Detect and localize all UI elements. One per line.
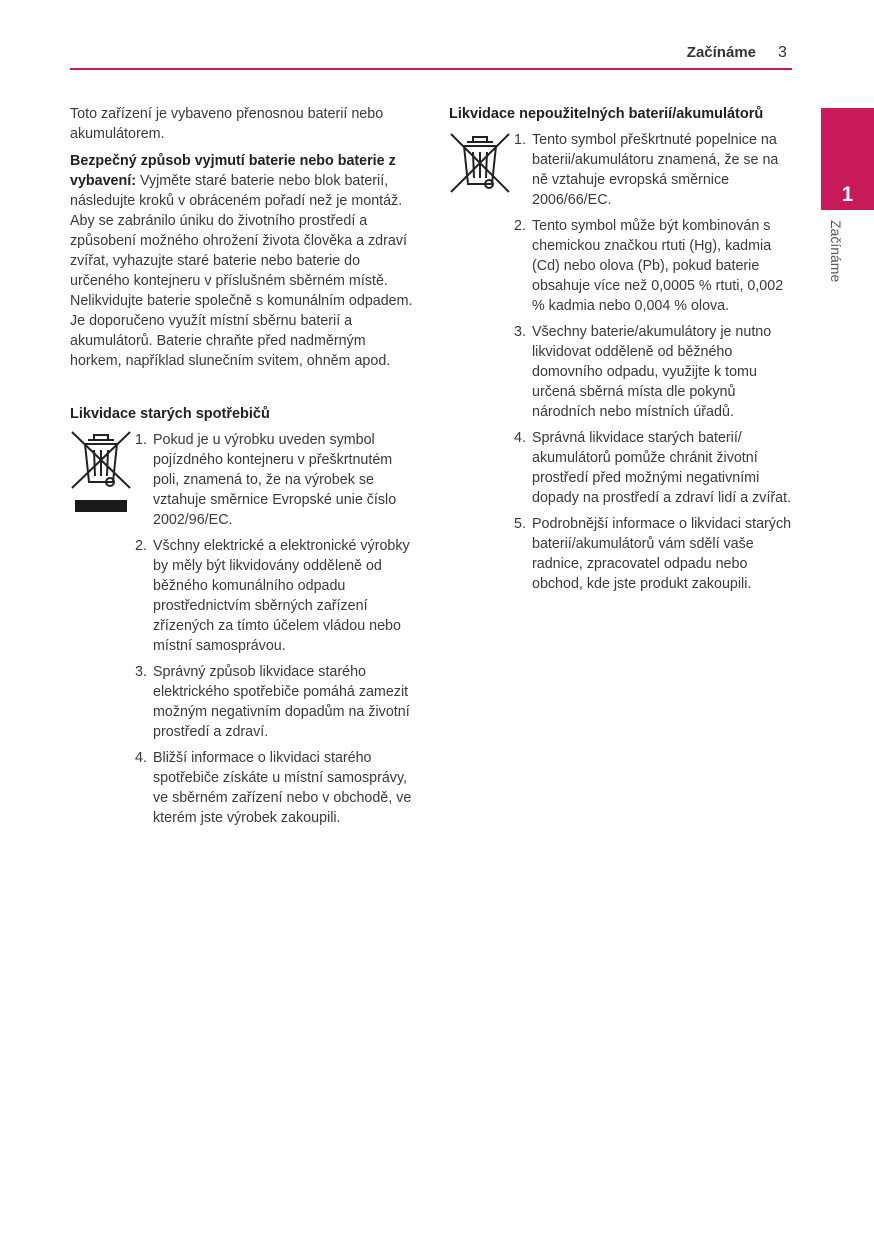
list-item: 3. Správný způsob likvidace starého elektrického spotřebiče pomáhá zamezit možným negativním dopadům na životní prostředí a zdraví. xyxy=(135,664,410,740)
appliances-heading: Likvidace starých spotřebičů xyxy=(70,406,270,422)
page-header-title: Začínáme xyxy=(686,44,756,61)
crossed-bin-icon xyxy=(70,430,132,514)
removal-bold: Bezpečný způsob vyjmutí baterie nebo baterie z vybavení: xyxy=(70,153,396,189)
appliances-section xyxy=(70,404,420,834)
list-item: 4. Správná likvidace starých baterií/ akumulátorů pomůže chránit životní prostředí před možnými negativními dopady na prostředí a zdraví lidí a zvířat. xyxy=(514,430,792,506)
list-item: 4. Bližší informace o likvidaci starého spotřebiče získáte u místní samosprávy, ve sběrném zařízení nebo v obchodě, ve kterém jste výrobek zakoupili. xyxy=(135,750,412,826)
left-column xyxy=(70,104,420,834)
batteries-list xyxy=(514,130,794,600)
batteries-heading: Likvidace nepoužitelných baterií/akumulátorů xyxy=(449,106,764,122)
chapter-number: 1 xyxy=(841,183,854,206)
page-number: 3 xyxy=(778,44,787,61)
removal-text: Vyjměte staré baterie nebo blok baterií, následujte kroků v obráceném pořadí než je montáž. Aby se zabránilo úniku do životního prostředí a způsobení možného ohrožení života člověka a zdraví zvířat, vyhazujte staré baterie nebo baterie do určeného kontejneru v příslušném sběrném místě. Nelikvidujte baterie společně s komunálním odpadem. Je doporučeno využít místní sběrnu baterií a akumulátorů. Baterie chraňte před nadměrným horkem, například slunečním svitem, ohněm apod. xyxy=(70,173,413,369)
list-item: 1. Tento symbol přeškrtnuté popelnice na baterii/akumulátoru znamená, že se na ně vztahuje evropská směrnice 2006/66/EC. xyxy=(514,132,779,208)
list-item: 1. Pokud je u výrobku uveden symbol pojízdného kontejneru v přeškrtnutém poli, znamená to, že na výrobek se vztahuje směrnice Evropské unie číslo 2002/96/EC. xyxy=(135,432,397,528)
list-item: 3. Všechny baterie/akumulátory je nutno likvidovat odděleně od běžného domovního odpadu, využijte k tomu určená sběrná místa dle pokynů národních nebo místních úřadů. xyxy=(514,324,772,420)
removal-paragraph xyxy=(70,151,420,371)
appliances-list xyxy=(135,430,420,834)
chapter-label: Začínáme xyxy=(828,220,844,283)
right-column xyxy=(449,104,794,624)
chapter-tab xyxy=(821,108,874,210)
header-rule xyxy=(70,68,792,70)
list-item: 5. Podrobnější informace o likvidaci starých baterií/akumulátorů vám sdělí vaše radnice, zpracovatel odpadu nebo obchod, kde jste produkt zakoupili. xyxy=(514,516,792,592)
crossed-bin-battery-icon xyxy=(449,132,511,194)
intro-paragraph: Toto zařízení je vybaveno přenosnou baterií nebo akumulátorem. xyxy=(70,106,384,142)
list-item: 2. Všchny elektrické a elektronické výrobky by měly být likvidovány odděleně od běžného komunálního odpadu prostřednictvím sběrných zařízení zřízených za tímto účelem vládou nebo místní samosprávou. xyxy=(135,538,410,654)
list-item: 2. Tento symbol může být kombinován s chemickou značkou rtuti (Hg), kadmia (Cd) nebo olova (Pb), pokud baterie obsahuje více než 0,0005 % rtuti, 0,002 % kadmia nebo 0,004 % olova. xyxy=(514,218,784,314)
batteries-section xyxy=(449,104,794,624)
